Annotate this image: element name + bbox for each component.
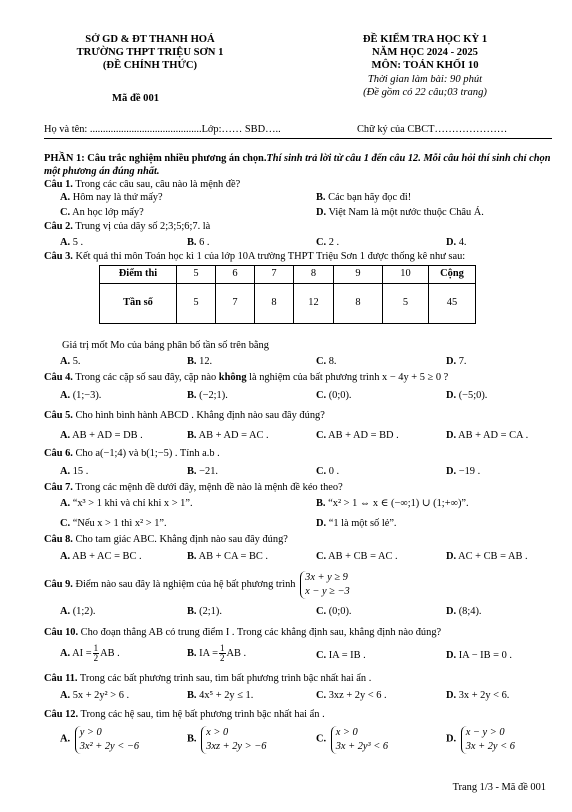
q10-option-c[interactable]: C. IA = IB . bbox=[316, 650, 366, 661]
q3-option-b[interactable]: B. 12. bbox=[187, 356, 213, 367]
q3-followup: Giá trị mốt Mo của bảng phân bố tần số trên bằng bbox=[62, 340, 269, 351]
q6-option-c[interactable]: C. 0 . bbox=[316, 466, 340, 477]
question-12: Câu 12. Trong các hệ sau, tìm hệ bất phương trình bậc nhất hai ẩn . bbox=[44, 709, 325, 720]
q6-option-a[interactable]: A. 15 . bbox=[60, 466, 89, 477]
q12-option-b[interactable]: B. x > 0 3xz + 2y > −6 bbox=[187, 726, 266, 754]
q8-option-c[interactable]: C. AB + CB = AC . bbox=[316, 551, 398, 562]
table-cell: 8 bbox=[334, 284, 383, 324]
department-name: SỞ GD & ĐT THANH HOÁ bbox=[85, 34, 215, 45]
q9-inequality-system: 3x + y ≥ 9 x − y ≥ −3 bbox=[300, 571, 350, 599]
part-1-heading bbox=[44, 153, 556, 178]
table-cell: 5 bbox=[383, 284, 429, 324]
table-header-score: Điểm thi bbox=[100, 266, 177, 284]
header-divider bbox=[44, 138, 552, 139]
exam-code: Mã đề 001 bbox=[112, 93, 160, 104]
table-header-frequency: Tần số bbox=[100, 284, 177, 324]
q7-option-a[interactable]: A. “x³ > 1 khi và chỉ khi x > 1”. bbox=[60, 498, 193, 509]
question-11: Câu 11. Trong các bất phương trình sau, tìm bất phương trình bậc nhất hai ẩn . bbox=[44, 673, 372, 684]
school-header bbox=[40, 33, 260, 73]
q2-option-d[interactable]: D. 4. bbox=[446, 237, 467, 248]
q8-option-a[interactable]: A. AB + AC = BC . bbox=[60, 551, 142, 562]
proctor-signature-line: Chữ ký của CBCT………………… bbox=[357, 124, 508, 135]
question-7: Câu 7. Trong các mệnh đề dưới đây, mệnh đề nào là mệnh đề kéo theo? bbox=[44, 482, 343, 493]
student-name-line: Họ và tên: ...........................................Lớp:…… SBD….. bbox=[44, 124, 281, 135]
q4-option-a[interactable]: A. (1;−3). bbox=[60, 390, 102, 401]
question-2: Câu 2. Trung vị của dãy số 2;3;5;6;7. là bbox=[44, 221, 211, 232]
q8-option-b[interactable]: B. AB + CA = BC . bbox=[187, 551, 269, 562]
q1-option-d[interactable]: D. Việt Nam là một nước thuộc Châu Á. bbox=[316, 207, 484, 218]
duration: Thời gian làm bài: 90 phút bbox=[367, 73, 483, 85]
question-4: Câu 4. Trong các cặp số sau đây, cặp nào không là nghiệm của bất phương trình x − 4y + 5 ≥ 0 ? bbox=[44, 372, 449, 383]
table-cell: 9 bbox=[334, 266, 383, 284]
q1-option-c[interactable]: C. An học lớp mấy? bbox=[60, 207, 144, 218]
q7-option-d[interactable]: D. “1 là một số lẻ”. bbox=[316, 518, 397, 529]
table-cell: 8 bbox=[255, 284, 294, 324]
frequency-table bbox=[99, 265, 476, 324]
q2-option-a[interactable]: A. 5 . bbox=[60, 237, 84, 248]
q2-option-c[interactable]: C. 2 . bbox=[316, 237, 340, 248]
q9-option-b[interactable]: B. (2;1). bbox=[187, 606, 222, 617]
q12-option-d[interactable]: D. x − y > 0 3x + 2y < 6 bbox=[446, 726, 515, 754]
q12-option-a[interactable]: A. y > 0 3x² + 2y < −6 bbox=[60, 726, 139, 754]
q9-option-c[interactable]: C. (0;0). bbox=[316, 606, 352, 617]
q6-option-b[interactable]: B. −21. bbox=[187, 466, 218, 477]
q4-option-d[interactable]: D. (−5;0). bbox=[446, 390, 488, 401]
table-cell: 5 bbox=[177, 266, 216, 284]
q10-option-d[interactable]: D. IA − IB = 0 . bbox=[446, 650, 513, 661]
q7-option-b[interactable]: B. “x² > 1 ⇔ x ∈ (−∞;1) ∪ (1;+∞)”. bbox=[316, 498, 469, 509]
q9-option-a[interactable]: A. (1;2). bbox=[60, 606, 96, 617]
question-1: Câu 1. Trong các câu sau, câu nào là mệnh đề? bbox=[44, 179, 241, 190]
table-cell: 7 bbox=[216, 284, 255, 324]
q3-option-a[interactable]: A. 5. bbox=[60, 356, 81, 367]
q8-option-d[interactable]: D. AC + CB = AB . bbox=[446, 551, 528, 562]
exam-title: ĐỀ KIỂM TRA HỌC KỲ 1 bbox=[362, 34, 488, 45]
table-cell: 8 bbox=[294, 266, 334, 284]
table-cell: 12 bbox=[294, 284, 334, 324]
question-9: Câu 9. Điểm nào sau đây là nghiệm của hệ bất phương trình 3x + y ≥ 9 x − y ≥ −3 bbox=[44, 571, 556, 599]
q2-option-b[interactable]: B. 6 . bbox=[187, 237, 210, 248]
part-1-title: PHẦN 1: Câu trắc nghiệm nhiều phương án chọn. bbox=[44, 153, 267, 164]
question-6: Câu 6. Cho a(−1;4) và b(1;−5) . Tính a.b . bbox=[44, 448, 220, 459]
q4-option-c[interactable]: C. (0;0). bbox=[316, 390, 352, 401]
q11-option-d[interactable]: D. 3x + 2y < 6. bbox=[446, 690, 510, 701]
q1-option-a[interactable]: A. Hôm nay là thứ mấy? bbox=[60, 192, 163, 203]
table-cell: 6 bbox=[216, 266, 255, 284]
question-10: Câu 10. Cho đoạn thẳng AB có trung điểm I . Trong các khẳng định sau, khẳng định nào đúng? bbox=[44, 627, 442, 638]
q7-option-c[interactable]: C. “Nếu x > 1 thì x² > 1”. bbox=[60, 518, 167, 529]
official-label: (ĐỀ CHÍNH THỨC) bbox=[102, 60, 198, 72]
subject: MÔN: TOÁN KHỐI 10 bbox=[371, 60, 479, 72]
question-8: Câu 8. Cho tam giác ABC. Khẳng định nào sau đây đúng? bbox=[44, 534, 288, 545]
q10-option-b[interactable]: B. IA = $\frac{1}{2}$ AB . bbox=[187, 643, 247, 663]
q5-option-c[interactable]: C. AB + AD = BD . bbox=[316, 430, 399, 441]
q5-option-d[interactable]: D. AB + AD = CA . bbox=[446, 430, 529, 441]
q3-option-d[interactable]: D. 7. bbox=[446, 356, 467, 367]
q11-option-b[interactable]: B. 4x⁵ + 2y ≤ 1. bbox=[187, 690, 254, 701]
question-5: Câu 5. Cho hình bình hành ABCD . Khẳng định nào sau đây đúng? bbox=[44, 410, 325, 421]
table-cell-total: 45 bbox=[429, 284, 476, 324]
school-name: TRƯỜNG THPT TRIỆU SƠN 1 bbox=[76, 47, 224, 59]
q4-option-b[interactable]: B. (−2;1). bbox=[187, 390, 228, 401]
table-cell: 5 bbox=[177, 284, 216, 324]
q1-option-b[interactable]: B. Các bạn hãy đọc đi! bbox=[316, 192, 412, 203]
page-footer: Trang 1/3 - Mã đề 001 bbox=[452, 782, 546, 793]
q6-option-d[interactable]: D. −19 . bbox=[446, 466, 481, 477]
table-cell: 7 bbox=[255, 266, 294, 284]
q11-option-a[interactable]: A. 5x + 2y² > 6 . bbox=[60, 690, 130, 701]
q3-option-c[interactable]: C. 8. bbox=[316, 356, 337, 367]
part-1-instruction: Thí sinh trả lời từ câu 1 đến câu 12. Mỗi câu hỏi thí sinh chỉ chọn một phương án đúng nhất. bbox=[44, 153, 551, 177]
q5-option-a[interactable]: A. AB + AD = DB . bbox=[60, 430, 143, 441]
table-cell-total-header: Cộng bbox=[429, 266, 476, 284]
school-year: NĂM HỌC 2024 - 2025 bbox=[372, 47, 478, 59]
table-cell: 10 bbox=[383, 266, 429, 284]
q10-option-a[interactable]: A. AI = $\frac{1}{2}$ AB . bbox=[60, 643, 120, 663]
page-count-note: (Đề gồm có 22 câu;03 trang) bbox=[363, 86, 487, 98]
question-3: Câu 3. Kết quả thi môn Toán học kì 1 của lớp 10A trường THPT Triệu Sơn 1 được thống kê như sau: bbox=[44, 251, 466, 262]
q5-option-b[interactable]: B. AB + AD = AC . bbox=[187, 430, 269, 441]
exam-header bbox=[300, 33, 550, 99]
q9-option-d[interactable]: D. (8;4). bbox=[446, 606, 482, 617]
q11-option-c[interactable]: C. 3xz + 2y < 6 . bbox=[316, 690, 387, 701]
q12-option-c[interactable]: C. x > 0 3x + 2y³ < 6 bbox=[316, 726, 388, 754]
